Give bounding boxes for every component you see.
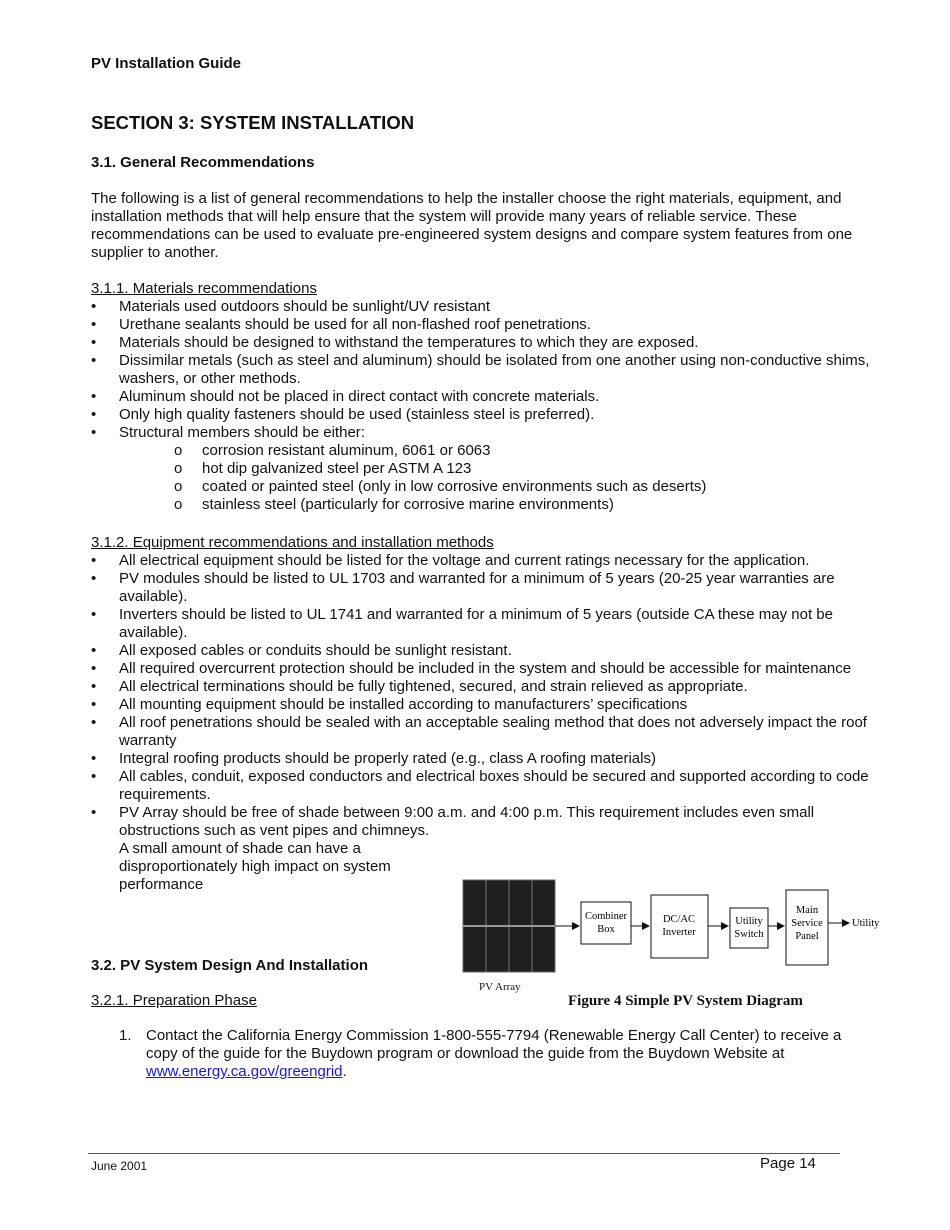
equipment-list: [91, 552, 871, 894]
step-text: Contact the California Energy Commission 1-800-555-7794 (Renewable Energy Call Center) to receive a copy of the guide for the Buydown program or download the guide from the Buydown Website at: [146, 1027, 842, 1062]
list-item: • Integral roofing products should be properly rated (e.g., class A roofing materials): [91, 750, 871, 768]
panel-label-2: Service: [791, 918, 823, 929]
list-item: • All electrical equipment should be listed for the voltage and current ratings necessary for the application.: [91, 552, 871, 570]
heading-3-1-1: 3.1.1. Materials recommendations: [91, 280, 317, 297]
list-item: • Dissimilar metals (such as steel and aluminum) should be isolated from one another using non-conductive shims, washers, or other methods.: [91, 352, 871, 388]
heading-3-2: 3.2. PV System Design And Installation: [91, 957, 369, 974]
greengrid-link[interactable]: www.energy.ca.gov/greengrid: [146, 1063, 343, 1080]
list-item: • All exposed cables or conduits should be sunlight resistant.: [91, 642, 871, 660]
running-header: PV Installation Guide: [91, 55, 242, 72]
step-text-block: [146, 1027, 846, 1081]
intro-paragraph: The following is a list of general recommendations to help the installer choose the right materials, equipment, and installation methods that will help ensure that the system will provide many years of reliable service. These recommendations can be used to evaluate pre-engineered system designs and compare system features from one supplier to another.: [91, 190, 853, 261]
list-item: • All required overcurrent protection should be included in the system and should be accessible for maintenance: [91, 660, 871, 678]
combiner-box: [581, 902, 631, 944]
structural-sublist: [91, 442, 871, 514]
list-item: • PV modules should be listed to UL 1703 and warranted for a minimum of 5 years (20-25 year warranties are available).: [91, 570, 871, 606]
panel-label-3: Panel: [795, 931, 819, 942]
heading-3-1-2: 3.1.2. Equipment recommendations and installation methods: [91, 534, 494, 551]
heading-3-2-1: 3.2.1. Preparation Phase: [91, 992, 257, 1009]
list-item: • Structural members should be either:: [91, 424, 871, 442]
utility-label: Utility: [852, 918, 880, 929]
pv-array-label: PV Array: [479, 981, 521, 993]
sub-list-item: o coated or painted steel (only in low corrosive environments such as deserts): [174, 478, 871, 496]
panel-label-1: Main: [795, 905, 819, 916]
combiner-label-2: Box: [597, 924, 615, 935]
list-item: • Materials should be designed to withstand the temperatures to which they are exposed.: [91, 334, 871, 352]
list-item: • Inverters should be listed to UL 1741 and warranted for a minimum of 5 years (outside CA these may not be available).: [91, 606, 871, 642]
combiner-label-1: Combiner: [585, 911, 627, 922]
shade-line-rest: obstructions such as vent pipes and chimneys. A small amount of shade can have a disproportionately high impact on system performance: [119, 822, 430, 893]
sub-list-item: o stainless steel (particularly for corrosive marine environments): [174, 496, 871, 514]
switch-label-1: Utility: [735, 916, 763, 927]
step-number: 1.: [119, 1027, 132, 1044]
inverter-label-1: DC/AC: [662, 914, 696, 925]
heading-3-1: 3.1. General Recommendations: [91, 154, 315, 171]
list-item: • All roof penetrations should be sealed with an acceptable sealing method that does not adversely impact the roof warranty: [91, 714, 871, 750]
list-item: • Urethane sealants should be used for all non-flashed roof penetrations.: [91, 316, 871, 334]
utility-switch-box: [730, 908, 768, 948]
list-item: • Only high quality fasteners should be used (stainless steel is preferred).: [91, 406, 871, 424]
shade-line-1: PV Array should be free of shade between 9:00 a.m. and 4:00 p.m. This requirement includes even small: [119, 804, 815, 821]
materials-section: [91, 280, 871, 514]
list-item: • Aluminum should not be placed in direct contact with concrete materials.: [91, 388, 871, 406]
figure-caption: Figure 4 Simple PV System Diagram: [568, 993, 803, 1009]
list-item: • All electrical terminations should be fully tightened, secured, and strain relieved as appropriate.: [91, 678, 871, 696]
step-trailing: .: [342, 1063, 347, 1080]
pv-array-icon: [463, 880, 555, 972]
footer-divider: [88, 1153, 840, 1154]
switch-label-2: Switch: [734, 929, 764, 940]
page-number: Page 14: [760, 1155, 816, 1172]
list-item: • Materials used outdoors should be sunlight/UV resistant: [91, 298, 871, 316]
list-item: • All mounting equipment should be installed according to manufacturers’ specifications: [91, 696, 871, 714]
section-title: SECTION 3: SYSTEM INSTALLATION: [91, 112, 415, 133]
footer-date: June 2001: [91, 1159, 148, 1173]
materials-list: [91, 298, 871, 442]
equipment-section: [91, 534, 871, 894]
sub-list-item: o hot dip galvanized steel per ASTM A 123: [174, 460, 871, 478]
list-item: • All cables, conduit, exposed conductors and electrical boxes should be secured and supported according to code requirements.: [91, 768, 871, 804]
pv-system-diagram: [455, 870, 895, 1000]
inverter-label-2: Inverter: [662, 927, 696, 938]
sub-list-item: o corrosion resistant aluminum, 6061 or 6063: [174, 442, 871, 460]
